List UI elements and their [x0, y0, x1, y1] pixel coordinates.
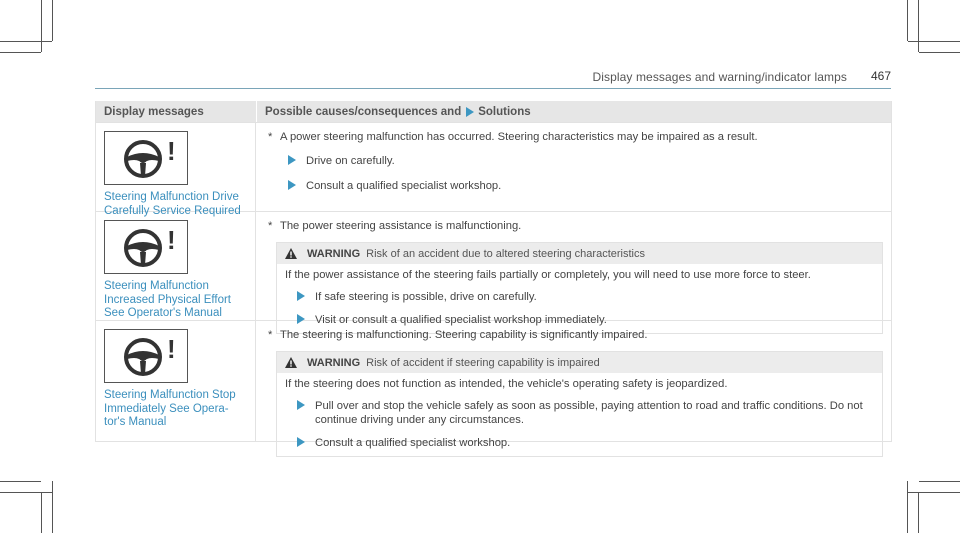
triangle-bullet-icon — [288, 180, 296, 190]
display-message-cell — [96, 212, 256, 320]
cause-cell — [256, 123, 891, 211]
message-line: Increased Physical Effort — [104, 293, 231, 306]
crop-mark — [0, 492, 52, 493]
crop-mark — [0, 52, 41, 53]
message-line: Immediately See Opera- — [104, 402, 229, 415]
message-line: tor's Manual — [104, 416, 167, 428]
column-header-display-messages: Display messages — [104, 106, 204, 118]
warning-label: WARNING — [307, 247, 361, 260]
message-line: Carefully Service Required — [104, 204, 241, 217]
table-row — [96, 320, 891, 449]
warning-text: If the power assistance of the steering fails partially or completely, you will need to use more force to steer. — [285, 269, 811, 281]
warning-text: If the steering does not function as intended, the vehicle's operating safety is jeopardized. — [285, 378, 728, 390]
crop-mark — [907, 0, 908, 41]
cause-description: The power steering assistance is malfunctioning. — [280, 220, 522, 232]
crop-mark — [918, 492, 919, 533]
cause-text: * The steering is malfunctioning. Steering capability is significantly impaired. — [268, 329, 648, 341]
solution-step: Pull over and stop the vehicle safely as soon as possible, paying attention to road and traffic conditions. Do not continue driving under any circumstances. — [293, 399, 882, 427]
crop-mark — [919, 481, 960, 482]
warning-triangle-icon — [285, 357, 297, 368]
cause-text: * A power steering malfunction has occurred. Steering characteristics may be impaired as a result. — [268, 131, 758, 143]
triangle-bullet-icon — [288, 155, 296, 165]
solution-step: Consult a qualified specialist workshop. — [293, 436, 882, 450]
triangle-bullet-icon — [297, 400, 305, 410]
crop-mark — [0, 481, 41, 482]
warning-title: Risk of an accident due to altered steering characteristics — [366, 247, 645, 260]
message-line: Steering Malfunction Stop — [104, 389, 236, 401]
steering-wheel-warning-icon: ! — [104, 131, 188, 185]
warning-body — [277, 373, 882, 456]
message-line: See Operator's Manual — [104, 307, 222, 319]
warning-triangle-icon — [285, 248, 297, 259]
message-line: Steering Malfunction — [104, 280, 209, 292]
solution-step: Consult a qualified specialist workshop. — [284, 179, 883, 193]
crop-mark — [908, 41, 960, 42]
display-messages-table — [95, 101, 892, 449]
page-header — [95, 66, 891, 89]
display-message-cell — [96, 321, 256, 441]
crop-mark — [919, 52, 960, 53]
warning-label: WARNING — [307, 356, 361, 369]
solution-step: Visit or consult a qualified specialist workshop immediately. — [293, 313, 882, 327]
crop-mark — [918, 0, 919, 52]
table-header — [96, 101, 891, 122]
steering-wheel-warning-icon: ! — [104, 329, 188, 383]
triangle-bullet-icon — [466, 107, 474, 117]
column-header-causes-label: Possible causes/consequences and — [265, 106, 462, 118]
solution-step: Drive on carefully. — [284, 154, 883, 168]
cause-cell — [256, 321, 891, 449]
steering-wheel-warning-icon: ! — [104, 220, 188, 274]
cause-cell — [256, 212, 891, 326]
triangle-bullet-icon — [297, 437, 305, 447]
crop-mark — [41, 492, 42, 533]
warning-header — [277, 352, 882, 373]
table-row — [96, 122, 891, 217]
column-header-solutions-label: Solutions — [478, 106, 531, 118]
crop-mark — [0, 41, 52, 42]
cause-text: * The power steering assistance is malfunctioning. — [268, 220, 522, 232]
column-header-causes — [256, 101, 891, 122]
crop-mark — [908, 492, 960, 493]
crop-mark — [41, 0, 42, 52]
crop-mark — [907, 481, 908, 533]
page-header-title: Display messages and warning/indicator lamps — [592, 70, 847, 84]
message-line: Steering Malfunction Drive — [104, 191, 239, 203]
crop-mark — [52, 481, 53, 533]
display-message-text — [104, 280, 255, 321]
warning-box — [276, 351, 883, 457]
cause-description: The steering is malfunctioning. Steering capability is significantly impaired. — [280, 329, 648, 341]
table-row — [96, 211, 891, 326]
warning-header — [277, 243, 882, 264]
crop-mark — [52, 0, 53, 41]
triangle-bullet-icon — [297, 291, 305, 301]
solution-step: If safe steering is possible, drive on carefully. — [293, 290, 882, 304]
cause-description: A power steering malfunction has occurred. Steering characteristics may be impaired as a result. — [280, 131, 758, 143]
page-number: 467 — [870, 69, 891, 83]
display-message-text — [104, 389, 255, 430]
warning-title: Risk of accident if steering capability is impaired — [366, 356, 600, 369]
display-message-cell — [96, 123, 256, 217]
